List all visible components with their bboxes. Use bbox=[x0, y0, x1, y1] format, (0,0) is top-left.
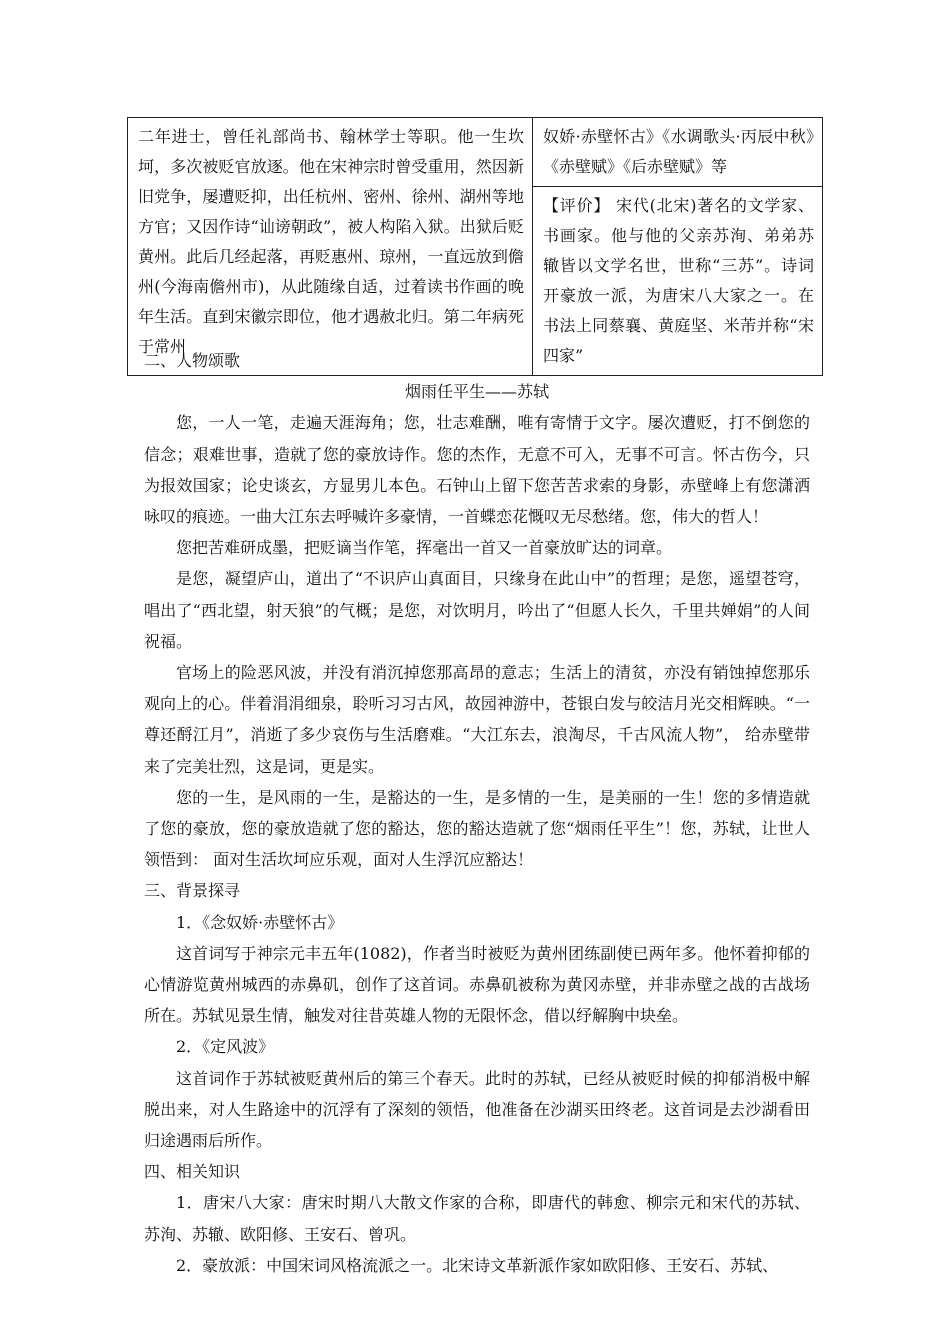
section-heading: 四、相关知识 bbox=[144, 1162, 241, 1182]
item-title: 1．《念奴娇·赤壁怀古》 bbox=[176, 912, 344, 932]
evaluation-label: 【评价】 bbox=[543, 196, 611, 215]
paragraph: 这首词写于神宗元丰五年(1082)，作者当时被贬为黄州团练副使已两年多。他怀着抑郁的心情游览黄州城西的赤鼻矶，创作了这首词。赤鼻矶被称为黄冈赤壁，并非赤壁之战的古战场所在。苏轼见景生情，触发对往昔英雄人物的无限怀念，借以纾解胸中块垒。 bbox=[144, 943, 810, 1026]
item-title: 2．《定风波》 bbox=[176, 1037, 275, 1057]
section-heading: 二、人物颂歌 bbox=[144, 351, 241, 370]
paragraph: 您把苦难研成墨，把贬谪当作笔，挥毫出一首又一首豪放旷达的词章。 bbox=[176, 538, 673, 558]
paragraph: 您，一人一笔，走遍天涯海角；您，壮志难酬，唯有寄情于文字。屡次遭贬，打不倒您的信念；艰难世事，造就了您的豪放诗作。您的杰作，无意不可入，无事不可言。怀古伤今，只为报效国家；论史谈玄，方显男儿本色。石钟山上留下您苦苦求索的身影，赤壁峰上有您潇洒咏叹的痕迹。一曲大江东去呼喊许多豪情，一首蝶恋花慨叹无尽愁绪。您，伟大的哲人！ bbox=[144, 413, 810, 527]
paragraph: 是您，凝望庐山，道出了“不识庐山真面目，只缘身在此山中”的哲理；是您，遥望苍穹，唱出了“西北望，射天狼”的气概；是您，对饮明月，吟出了“但愿人长久，千里共婵娟”的人间祝福。 bbox=[144, 569, 810, 651]
author-life-cell: 二年进士，曾任礼部尚书、翰林学士等职。他一生坎坷，多次被贬官放逐。他在宋神宗时曾受重用，然因新旧党争，屡遭贬抑，出任杭州、密州、徐州、湖州等地方官；又因作诗“讪谤朝政”，被人构陷入狱。出狱后贬黄州。此后几经起落，再贬惠州、琼州，一直远放到儋州(今海南儋州市)，从此随缘自适，过着读书作画的晚年生活。直到宋徽宗即位，他才遇赦北归。第二年病死于常州 bbox=[128, 118, 533, 376]
article-title: 烟雨任平生——苏轼 bbox=[404, 382, 549, 402]
paragraph: 这首词作于苏轼被贬黄州后的第三个春天。此时的苏轼，已经从被贬时候的抑郁消极中解脱出来，对人生路途中的沉浮有了深刻的领悟，他准备在沙湖买田终老。这首词是去沙湖看田归途遇雨后所作。 bbox=[144, 1068, 810, 1151]
knowledge-item: 2．豪放派：中国宋词风格流派之一。北宋诗文革新派作家如欧阳修、王安石、苏轼、 bbox=[176, 1255, 779, 1275]
evaluation-text: 宋代(北宋)著名的文学家、书画家。他与他的父亲苏洵、弟弟苏辙皆以文学名世，世称“三苏”。诗词开豪放一派，为唐宋八大家之一。在书法上同蔡襄、黄庭坚、米芾并称“宋四家” bbox=[543, 196, 814, 365]
paragraph: 官场上的险恶风波，并没有消沉掉您那高昂的意志；生活上的清贫，亦没有销蚀掉您那乐观向上的心。伴着涓涓细泉，聆听习习古风，故园神游中，苍银白发与皎洁月光交相辉映。“一尊还酹江月”，消逝了多少哀伤与生活磨难。“大江东去，浪淘尽，千古风流人物”， 给赤壁带来了完美壮烈，这是词，更是实。 bbox=[144, 663, 810, 776]
author-works-cell: 奴娇·赤壁怀古》《水调歌头·丙辰中秋》《赤壁赋》《后赤壁赋》等 bbox=[533, 118, 823, 187]
section-heading: 三、背景探寻 bbox=[144, 881, 241, 901]
knowledge-item: 1．唐宋八大家：唐宋时期八大散文作家的合称，即唐代的韩愈、柳宗元和宋代的苏轼、苏洵、苏辙、欧阳修、王安石、曾巩。 bbox=[144, 1193, 810, 1244]
paragraph: 您的一生，是风雨的一生，是豁达的一生，是多情的一生，是美丽的一生！您的多情造就了您的豪放，您的豪放造就了您的豁达，您的豁达造就了您“烟雨任平生”！您，苏轼，让世人领悟到： 面对生活坎坷应乐观，面对人生浮沉应豁达！ bbox=[144, 787, 810, 870]
author-info-table bbox=[127, 117, 823, 376]
article-body bbox=[144, 345, 810, 1281]
